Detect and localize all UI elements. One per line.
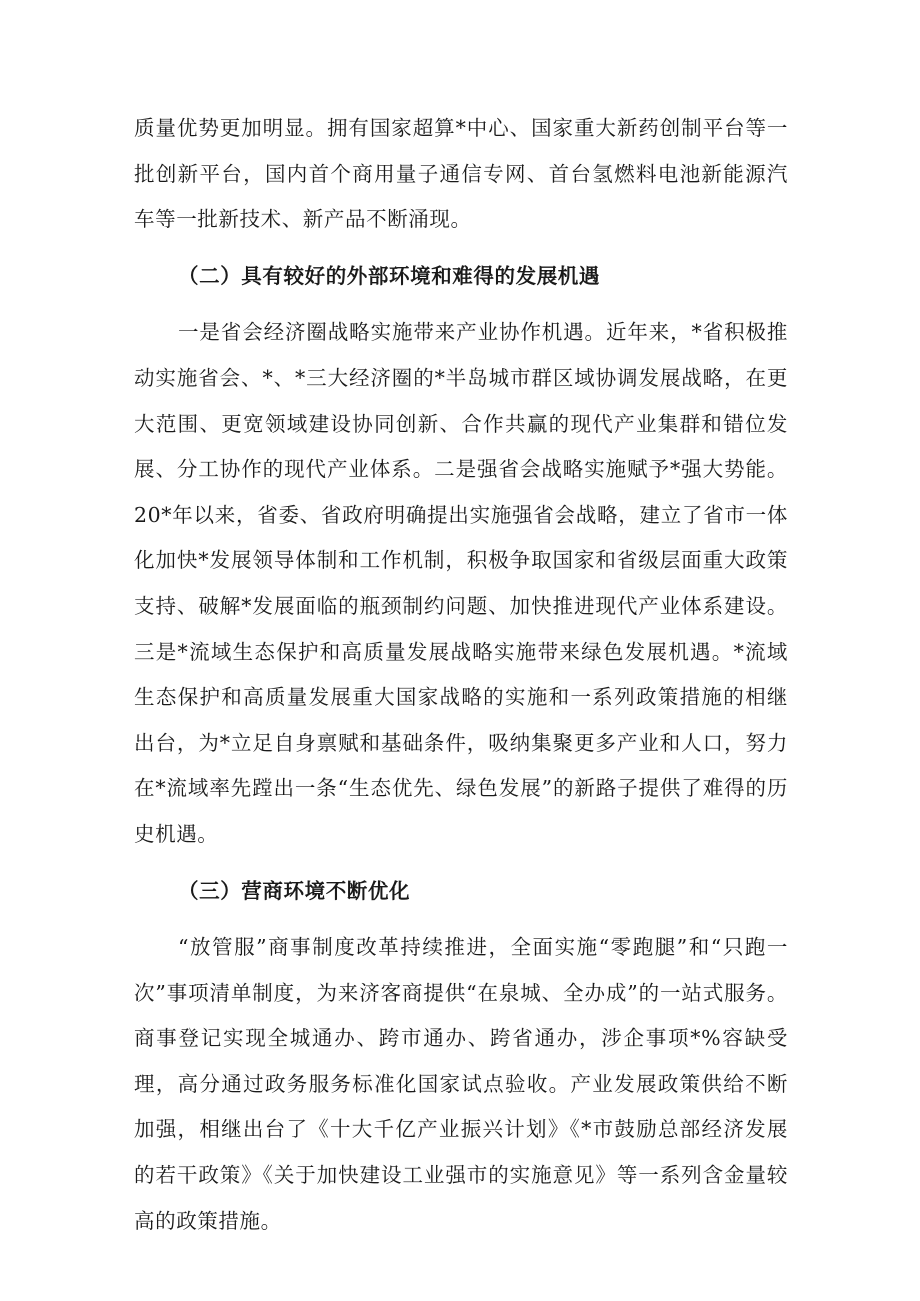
section-heading-2: （二）具有较好的外部环境和难得的发展机遇: [178, 263, 600, 288]
document-page: [134, 106, 788, 1244]
body-paragraph-continued: 质量优势更加明显。拥有国家超算*中心、国家重大新药创制平台等一批创新平台，国内首个商用量子通信专网、首台氢燃料电池新能源汽车等一批新技术、新产品不断涌现。: [134, 116, 788, 232]
body-paragraph-opportunities: 一是省会经济圈战略实施带来产业协作机遇。近年来，*省积极推动实施省会、*、*三大经济圈的*半岛城市群区域协调发展战略，在更大范围、更宽领域建设协同创新、合作共赢的现代产业集群和错位发展、分工协作的现代产业体系。二是强省会战略实施赋予*强大势能。20*年以来，省委、省政府明确提出实施强省会战略，建立了省市一体化加快*发展领导体制和工作机制，积极争取国家和省级层面重大政策支持、破解*发展面临的瓶颈制约问题、加快推进现代产业体系建设。三是*流域生态保护和高质量发展战略实施带来绿色发展机遇。*流域生态保护和高质量发展重大国家战略的实施和一系列政策措施的相继出台，为*立足自身禀赋和基础条件，吸纳集聚更多产业和人口，努力在*流域率先蹚出一条“生态优先、绿色发展”的新路子提供了难得的历史机遇。: [134, 320, 788, 846]
section-heading-3: （三）营商环境不断优化: [178, 878, 411, 903]
body-paragraph-business-environment: “放管服”商事制度改革持续推进，全面实施“零跑腿”和“只跑一次”事项清单制度，为来济客商提供“在泉城、全办成”的一站式服务。商事登记实现全城通办、跨市通办、跨省通办，涉企事项*%容缺受理，高分通过政务服务标准化国家试点验收。产业发展政策供给不断加强，相继出台了《十大千亿产业振兴计划》《*市鼓励总部经济发展的若干政策》《关于加快建设工业强市的实施意见》等一系列含金量较高的政策措施。: [134, 935, 788, 1233]
